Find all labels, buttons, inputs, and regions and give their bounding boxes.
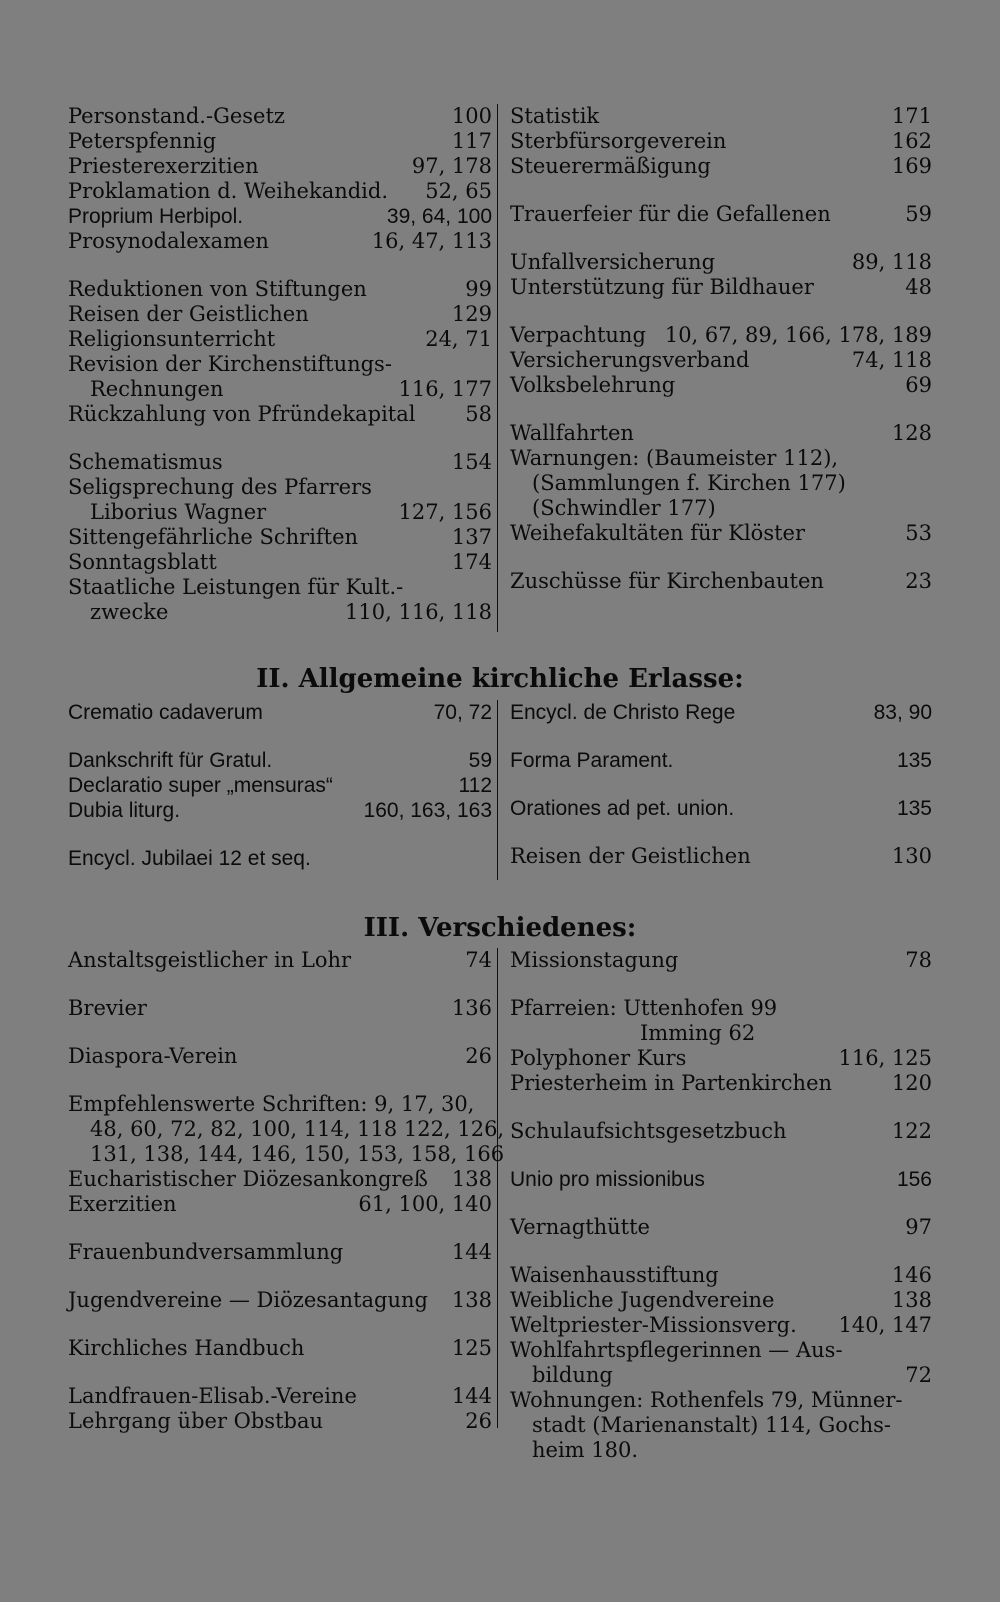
index-entry: Encycl. Jubilaei 12 et seq. bbox=[68, 847, 311, 870]
index-entry: Exerzitien 61, 100, 140 bbox=[68, 1192, 492, 1216]
index-entry: Proklamation d. Weihekandid. 52, 65 bbox=[68, 179, 492, 203]
index-entry: Seligsprechung des Pfarrers bbox=[68, 475, 372, 499]
column-divider bbox=[497, 948, 498, 1428]
index-entry: Anstaltsgeistlicher in Lohr 74 bbox=[68, 948, 492, 972]
index-entry: Reisen der Geistlichen 130 bbox=[510, 844, 932, 868]
index-entry: Sonntagsblatt 174 bbox=[68, 550, 492, 574]
index-entry: Missionstagung 78 bbox=[510, 948, 932, 972]
index-entry: Reduktionen von Stiftungen 99 bbox=[68, 277, 492, 301]
index-entry: zwecke 110, 116, 118 bbox=[90, 600, 492, 624]
index-entry: Prosynodalexamen 16, 47, 113 bbox=[68, 229, 492, 253]
index-entry: Polyphoner Kurs 116, 125 bbox=[510, 1046, 932, 1070]
index-entry: Staatliche Leistungen für Kult.- bbox=[68, 575, 404, 599]
index-entry: Dubia liturg. 160, 163, 163 bbox=[68, 799, 492, 822]
section-heading: III. Verschiedenes: bbox=[363, 913, 637, 943]
index-entry: Unio pro missionibus 156 bbox=[510, 1168, 932, 1191]
index-entry: Sittengefährliche Schriften 137 bbox=[68, 525, 492, 549]
index-entry: Pfarreien: Uttenhofen 99 bbox=[510, 996, 778, 1020]
index-entry-continuation: Imming 62 bbox=[640, 1021, 756, 1045]
column-divider bbox=[497, 700, 498, 880]
index-entry: Verpachtung 10, 67, 89, 166, 178, 189 bbox=[510, 323, 932, 347]
index-entry: Religionsunterricht 24, 71 bbox=[68, 327, 492, 351]
index-entry: Sterbfürsorgeverein 162 bbox=[510, 129, 932, 153]
index-entry: Brevier 136 bbox=[68, 996, 492, 1020]
index-entry: Diaspora-Verein 26 bbox=[68, 1044, 492, 1068]
index-entry: Revision der Kirchenstiftungs- bbox=[68, 352, 392, 376]
index-entry: Empfehlenswerte Schriften: 9, 17, 30, bbox=[68, 1092, 475, 1116]
index-entry: Waisenhausstiftung 146 bbox=[510, 1263, 932, 1287]
index-entry: Zuschüsse für Kirchenbauten 23 bbox=[510, 569, 932, 593]
index-entry: Versicherungsverband 74, 118 bbox=[510, 348, 932, 372]
index-entry: Encycl. de Christo Rege 83, 90 bbox=[510, 701, 932, 724]
index-entry: Dankschrift für Gratul. 59 bbox=[68, 749, 492, 772]
section2-right-column bbox=[510, 700, 932, 869]
index-entry-continuation: 131, 138, 144, 146, 150, 153, 158, 166 bbox=[90, 1142, 505, 1166]
index-entry: Trauerfeier für die Gefallenen 59 bbox=[510, 202, 932, 226]
section-heading: II. Allgemeine kirchliche Erlasse: bbox=[256, 664, 744, 694]
index-entry: bildung 72 bbox=[532, 1363, 932, 1387]
index-entry: Orationes ad pet. union. 135 bbox=[510, 797, 932, 820]
section2-left-column bbox=[68, 700, 492, 871]
index-entry: Wohlfahrtspflegerinnen — Aus- bbox=[510, 1338, 843, 1362]
index-entry: Unfallversicherung 89, 118 bbox=[510, 250, 932, 274]
index-entry: Weibliche Jugendvereine 138 bbox=[510, 1288, 932, 1312]
index-entry: Schematismus 154 bbox=[68, 450, 492, 474]
index-entry: Warnungen: (Baumeister 112), bbox=[510, 446, 839, 470]
index-entry: Rückzahlung von Pfründekapital 58 bbox=[68, 402, 492, 426]
index-entry: Priesterexerzitien 97, 178 bbox=[68, 154, 492, 178]
index-entry: (Schwindler 177) bbox=[532, 496, 716, 520]
index-entry: Frauenbundversammlung 144 bbox=[68, 1240, 492, 1264]
index-entry: Rechnungen 116, 177 bbox=[90, 377, 492, 401]
index-entry: Proprium Herbipol. 39, 64, 100 bbox=[68, 205, 492, 228]
index-entry: Personstand.-Gesetz 100 bbox=[68, 104, 492, 128]
index-entry: Declaratio super „mensuras“ 112 bbox=[68, 774, 492, 797]
section3-right-column bbox=[510, 948, 932, 1463]
index-entry-continuation: stadt (Marienanstalt) 114, Gochs- bbox=[532, 1413, 892, 1437]
index-entry: Unterstützung für Bildhauer 48 bbox=[510, 275, 932, 299]
index-entry: Reisen der Geistlichen 129 bbox=[68, 302, 492, 326]
index-entry: Priesterheim in Partenkirchen 120 bbox=[510, 1071, 932, 1095]
index-entry: Statistik 171 bbox=[510, 104, 932, 128]
section1-left-column bbox=[68, 104, 492, 625]
index-entry-continuation: heim 180. bbox=[532, 1438, 639, 1462]
index-entry: Lehrgang über Obstbau 26 bbox=[68, 1409, 492, 1433]
column-divider bbox=[497, 104, 498, 632]
index-entry: Volksbelehrung 69 bbox=[510, 373, 932, 397]
index-entry: Forma Parament. 135 bbox=[510, 749, 932, 772]
section1-right-column bbox=[510, 104, 932, 594]
index-entry: Steuerermäßigung 169 bbox=[510, 154, 932, 178]
index-entry-continuation: 48, 60, 72, 82, 100, 114, 118 122, 126, bbox=[90, 1117, 505, 1141]
index-entry: Vernagthütte 97 bbox=[510, 1215, 932, 1239]
index-entry: Wallfahrten 128 bbox=[510, 421, 932, 445]
index-entry: (Sammlungen f. Kirchen 177) bbox=[532, 471, 846, 495]
index-entry: Jugendvereine — Diözesantagung 138 bbox=[68, 1288, 492, 1312]
index-entry: Liborius Wagner 127, 156 bbox=[90, 500, 492, 524]
index-entry: Kirchliches Handbuch 125 bbox=[68, 1336, 492, 1360]
index-entry: Crematio cadaverum 70, 72 bbox=[68, 701, 492, 724]
section3-left-column bbox=[68, 948, 505, 1434]
index-entry: Wohnungen: Rothenfels 79, Münner- bbox=[510, 1388, 903, 1412]
index-entry: Peterspfennig 117 bbox=[68, 129, 492, 153]
index-entry: Weihefakultäten für Klöster 53 bbox=[510, 521, 932, 545]
index-entry: Landfrauen-Elisab.-Vereine 144 bbox=[68, 1384, 492, 1408]
index-entry: Weltpriester-Missionsverg. 140, 147 bbox=[510, 1313, 932, 1337]
index-entry: Eucharistischer Diözesankongreß 138 bbox=[68, 1167, 492, 1191]
index-entry: Schulaufsichtsgesetzbuch 122 bbox=[510, 1119, 932, 1143]
